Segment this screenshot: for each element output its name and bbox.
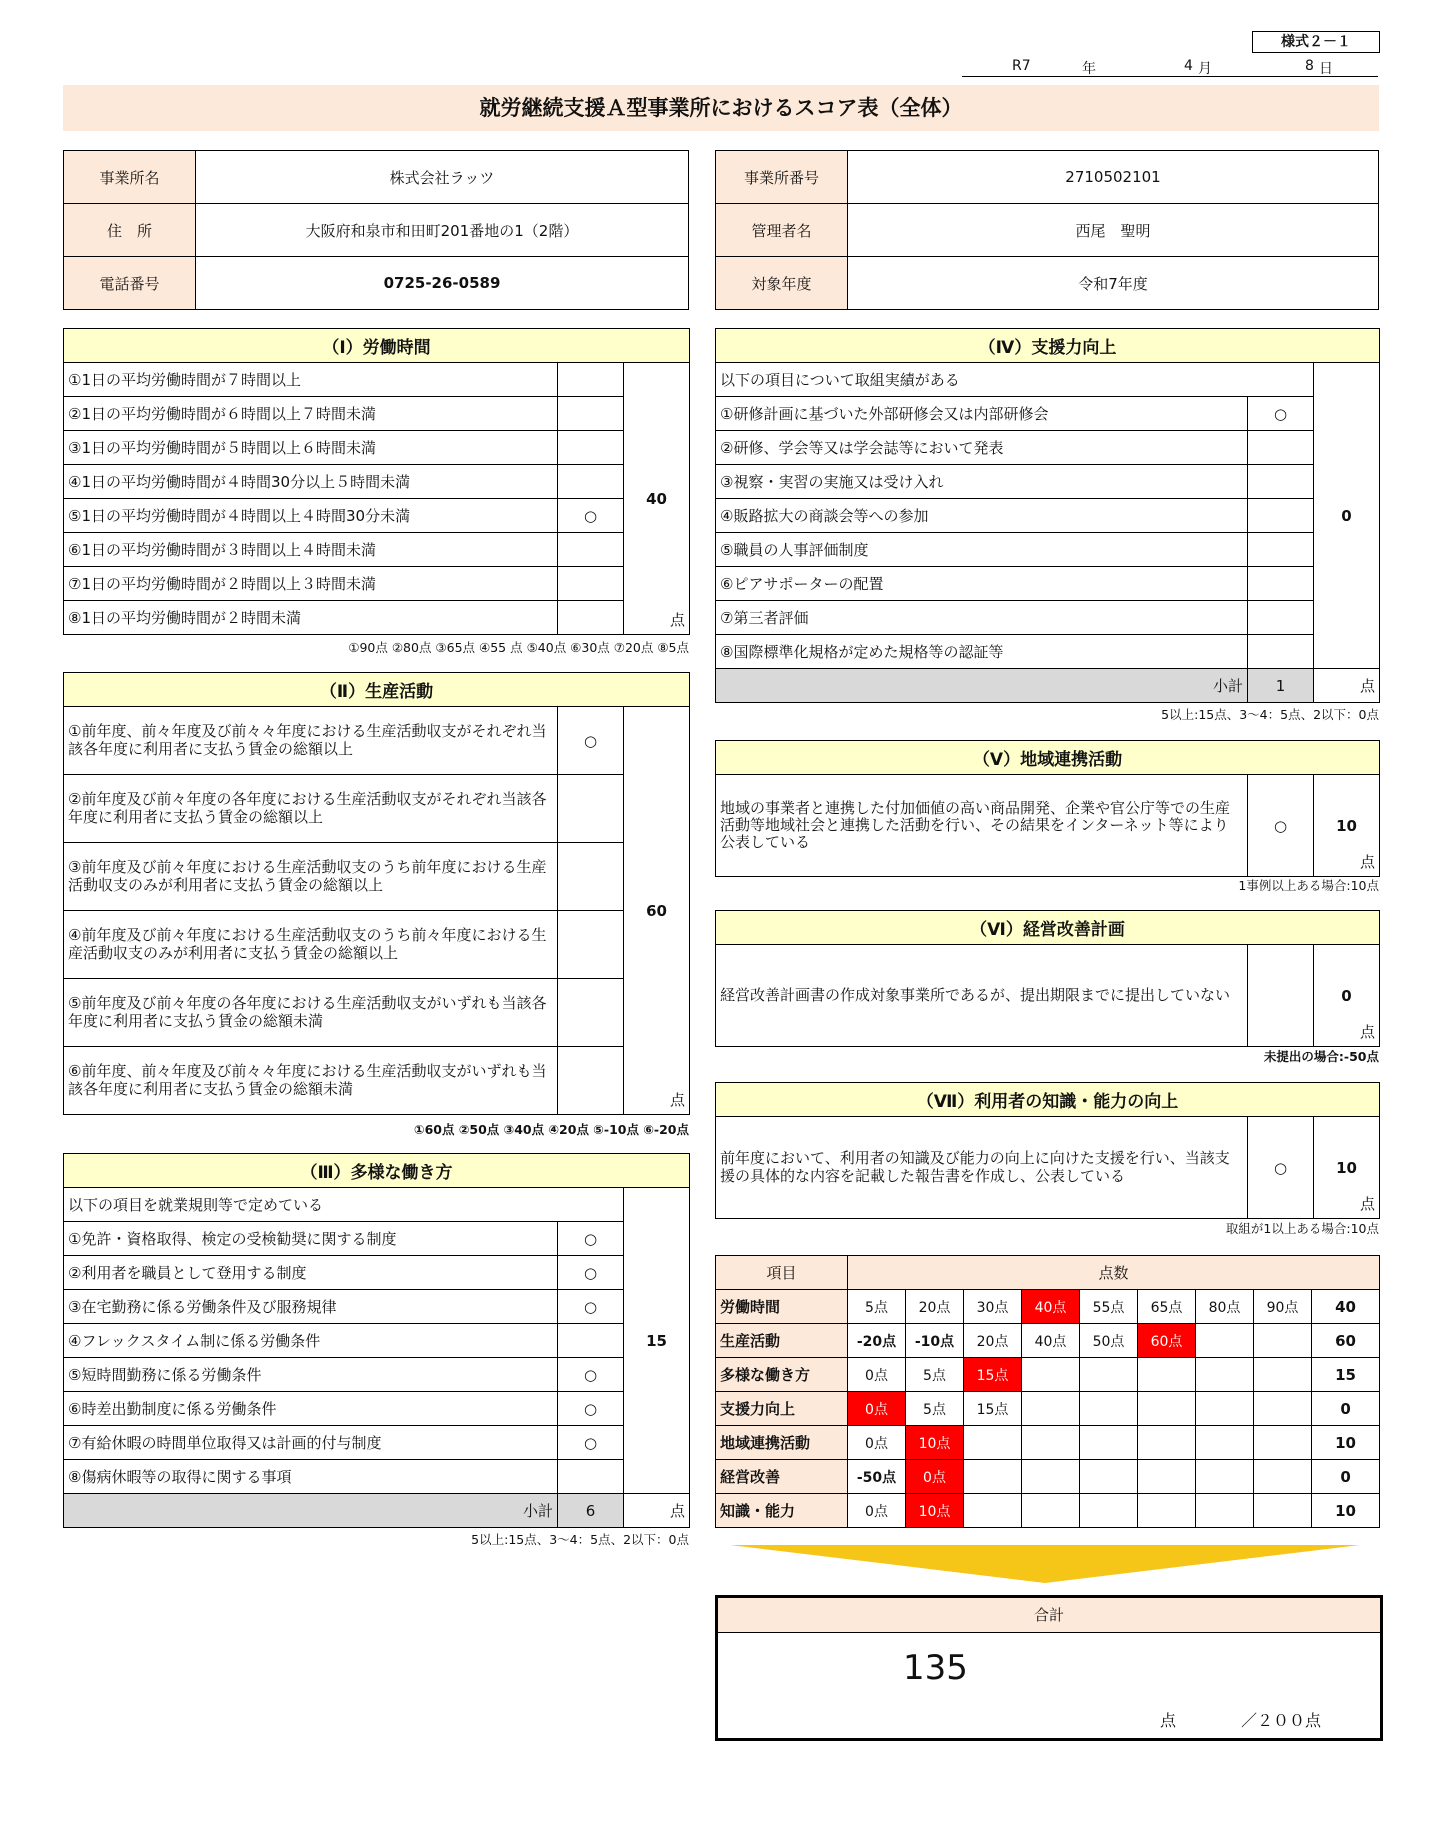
summary-cell xyxy=(1196,1392,1254,1426)
summary-table xyxy=(715,1255,1380,1528)
office-no: 2710502101 xyxy=(848,151,1379,204)
sec3-mark: ○ xyxy=(558,1256,624,1290)
sec7-score: 10 xyxy=(1336,1158,1357,1177)
sec1-score: 40 xyxy=(646,489,667,508)
sec3-mark xyxy=(558,1324,624,1358)
summary-row xyxy=(716,1460,1380,1494)
summary-cell xyxy=(964,1460,1022,1494)
summary-row-total: 0 xyxy=(1312,1392,1380,1426)
summary-cell: 40点 xyxy=(1022,1324,1080,1358)
summary-cell xyxy=(1022,1494,1080,1528)
summary-cell xyxy=(1022,1460,1080,1494)
summary-row xyxy=(716,1324,1380,1358)
summary-cell xyxy=(1080,1392,1138,1426)
form-id: 様式２－１ xyxy=(1252,31,1380,53)
summary-cell: -10点 xyxy=(906,1324,964,1358)
phone-label: 電話番号 xyxy=(64,257,196,310)
sec3-title: （Ⅲ）多様な働き方 xyxy=(64,1154,690,1188)
total-max: ／２００点 xyxy=(1241,1711,1322,1730)
sec4-title: （Ⅳ）支援力向上 xyxy=(716,329,1380,363)
summary-cell xyxy=(1022,1392,1080,1426)
sec7-mark: ○ xyxy=(1248,1117,1314,1219)
sec2-mark xyxy=(558,911,624,979)
sec2-mark xyxy=(558,979,624,1047)
sec1-row: ⑧1日の平均労働時間が２時間未満 xyxy=(64,601,558,635)
office-no-label: 事業所番号 xyxy=(716,151,848,204)
sec2-mark xyxy=(558,843,624,911)
sec7-title: （Ⅶ）利用者の知識・能力の向上 xyxy=(716,1083,1380,1117)
sec7-unit: 点 xyxy=(1359,1195,1375,1213)
sec4-table xyxy=(715,328,1380,703)
sec4-mark: ○ xyxy=(1248,397,1314,431)
sec3-row: ⑧傷病休暇等の取得に関する事項 xyxy=(64,1460,558,1494)
sec2-table xyxy=(63,672,690,1115)
summary-cell xyxy=(1254,1358,1312,1392)
manager: 西尾 聖明 xyxy=(848,204,1379,257)
sec3-mark xyxy=(558,1460,624,1494)
sec3-mark: ○ xyxy=(558,1358,624,1392)
sec1-mark xyxy=(558,533,624,567)
summary-cell xyxy=(1196,1324,1254,1358)
sec3-mark: ○ xyxy=(558,1426,624,1460)
sec4-mark xyxy=(1248,533,1314,567)
sec5-mark: ○ xyxy=(1248,775,1314,877)
summary-cell: 0点 xyxy=(906,1460,964,1494)
date-month-label: 月 xyxy=(1198,61,1212,77)
summary-cell: 65点 xyxy=(1138,1290,1196,1324)
date-month: 4 xyxy=(1184,58,1193,74)
sec4-row: ①研修計画に基づいた外部研修会又は内部研修会 xyxy=(716,397,1248,431)
sec4-row: ④販路拡大の商談会等への参加 xyxy=(716,499,1248,533)
sec1-mark xyxy=(558,397,624,431)
summary-cell: 0点 xyxy=(848,1494,906,1528)
sec5-score: 10 xyxy=(1336,816,1357,835)
sec6-score: 0 xyxy=(1341,986,1352,1005)
summary-cell: 60点 xyxy=(1138,1324,1196,1358)
sec2-row: ①前年度、前々年度及び前々々年度における生産活動収支がそれぞれ当該各年度に利用者に支払う賃金の総額以上 xyxy=(64,707,558,775)
summary-row-label: 経営改善 xyxy=(716,1460,848,1494)
summary-body xyxy=(716,1290,1380,1528)
sec3-row: ④フレックスタイム制に係る労働条件 xyxy=(64,1324,558,1358)
sec3-unit: 点 xyxy=(624,1494,690,1528)
summary-row-total: 10 xyxy=(1312,1494,1380,1528)
sec1-mark: ○ xyxy=(558,499,624,533)
summary-cell: 15点 xyxy=(964,1392,1022,1426)
sec7-note: 取組が1以上ある場合:10点 xyxy=(1225,1221,1379,1236)
sec4-row: ②研修、学会等又は学会誌等において発表 xyxy=(716,431,1248,465)
summary-cell xyxy=(1196,1494,1254,1528)
sec4-mark xyxy=(1248,635,1314,669)
summary-cell xyxy=(1138,1392,1196,1426)
sec4-row: ⑥ピアサポーターの配置 xyxy=(716,567,1248,601)
summary-row xyxy=(716,1290,1380,1324)
sec3-row: ⑤短時間勤務に係る労働条件 xyxy=(64,1358,558,1392)
sec3-row: ③在宅勤務に係る労働条件及び服務規律 xyxy=(64,1290,558,1324)
summary-cell xyxy=(1254,1426,1312,1460)
summary-cell: 0点 xyxy=(848,1426,906,1460)
sec6-note: 未提出の場合:-50点 xyxy=(1263,1049,1379,1064)
date-day: 8 xyxy=(1305,58,1314,74)
sec2-note: ①60点 ②50点 ③40点 ④20点 ⑤-10点 ⑥-20点 xyxy=(413,1122,689,1137)
date-line xyxy=(962,56,1378,77)
sec5-table xyxy=(715,740,1380,877)
info-table-right xyxy=(715,150,1379,310)
address-label: 住 所 xyxy=(64,204,196,257)
summary-cell: 20点 xyxy=(906,1290,964,1324)
summary-cell: 10点 xyxy=(906,1494,964,1528)
summary-cell: 5点 xyxy=(848,1290,906,1324)
summary-cell xyxy=(1196,1358,1254,1392)
sec3-row: ⑥時差出勤制度に係る労働条件 xyxy=(64,1392,558,1426)
sec1-row: ②1日の平均労働時間が６時間以上７時間未満 xyxy=(64,397,558,431)
sec4-row: ⑤職員の人事評価制度 xyxy=(716,533,1248,567)
sec2-score-cell xyxy=(624,707,690,1115)
sec2-row: ⑤前年度及び前々年度の各年度における生産活動収支がいずれも当該各年度に利用者に支払う賃金の総額未満 xyxy=(64,979,558,1047)
sec1-mark xyxy=(558,601,624,635)
sec5-score-cell xyxy=(1314,775,1380,877)
sec4-mark xyxy=(1248,465,1314,499)
sec4-subtotal-label: 小計 xyxy=(716,669,1248,703)
office-name-label: 事業所名 xyxy=(64,151,196,204)
sec6-score-cell xyxy=(1314,945,1380,1047)
sec1-table xyxy=(63,328,690,635)
total-label: 合計 xyxy=(718,1598,1380,1633)
summary-cell xyxy=(964,1426,1022,1460)
sec3-score: 15 xyxy=(624,1188,690,1494)
summary-cell xyxy=(1080,1426,1138,1460)
sec3-row: ①免許・資格取得、検定の受検勧奨に関する制度 xyxy=(64,1222,558,1256)
sec6-mark xyxy=(1248,945,1314,1047)
summary-cell xyxy=(1022,1426,1080,1460)
info-table-left xyxy=(63,150,689,310)
sec7-text: 前年度において、利用者の知識及び能力の向上に向けた支援を行い、当該支援の具体的な内容を記載した報告書を作成し、公表している xyxy=(716,1117,1248,1219)
sec4-subtotal: 1 xyxy=(1248,669,1314,703)
sec2-unit: 点 xyxy=(669,1091,685,1109)
sec5-title: （Ⅴ）地域連携活動 xyxy=(716,741,1380,775)
summary-row-total: 60 xyxy=(1312,1324,1380,1358)
summary-cell: 90点 xyxy=(1254,1290,1312,1324)
down-arrow-icon xyxy=(730,1545,1360,1585)
sec3-table xyxy=(63,1153,690,1528)
sec2-title: （Ⅱ）生産活動 xyxy=(64,673,690,707)
summary-cell xyxy=(1254,1324,1312,1358)
sec7-score-cell xyxy=(1314,1117,1380,1219)
summary-cell xyxy=(1080,1358,1138,1392)
summary-cell xyxy=(1196,1460,1254,1494)
sec6-title: （Ⅵ）経営改善計画 xyxy=(716,911,1380,945)
sec1-mark xyxy=(558,567,624,601)
sec4-mark xyxy=(1248,601,1314,635)
sec4-intro: 以下の項目について取組実績がある xyxy=(716,363,1314,397)
sec4-note: 5以上:15点、3～4：5点、2以下：0点 xyxy=(1161,707,1379,722)
sec1-mark xyxy=(558,431,624,465)
phone: 0725-26-0589 xyxy=(196,257,689,310)
summary-cell: 5点 xyxy=(906,1358,964,1392)
sec1-row: ⑤1日の平均労働時間が４時間以上４時間30分未満 xyxy=(64,499,558,533)
sec2-row: ⑥前年度、前々年度及び前々々年度における生産活動収支がいずれも当該各年度に利用者に支払う賃金の総額未満 xyxy=(64,1047,558,1115)
summary-cell: 30点 xyxy=(964,1290,1022,1324)
address: 大阪府和泉市和田町201番地の1（2階） xyxy=(196,204,689,257)
summary-cell xyxy=(1196,1426,1254,1460)
summary-row-label: 支援力向上 xyxy=(716,1392,848,1426)
sec4-row: ⑦第三者評価 xyxy=(716,601,1248,635)
sec2-row: ④前年度及び前々年度における生産活動収支のうち前々年度における生産活動収支のみが利用者に支払う賃金の総額以上 xyxy=(64,911,558,979)
summary-cell: -50点 xyxy=(848,1460,906,1494)
sec3-note: 5以上:15点、3～4：5点、2以下：0点 xyxy=(471,1532,689,1547)
date-year-label: 年 xyxy=(1082,61,1096,77)
fiscal-label: 対象年度 xyxy=(716,257,848,310)
sec3-mark: ○ xyxy=(558,1290,624,1324)
sec4-mark xyxy=(1248,567,1314,601)
summary-cell xyxy=(1254,1460,1312,1494)
sec1-row: ④1日の平均労働時間が４時間30分以上５時間未満 xyxy=(64,465,558,499)
sec2-mark xyxy=(558,1047,624,1115)
summary-row xyxy=(716,1392,1380,1426)
summary-cell: 15点 xyxy=(964,1358,1022,1392)
summary-row-label: 生産活動 xyxy=(716,1324,848,1358)
summary-cell: 5点 xyxy=(906,1392,964,1426)
summary-row-label: 労働時間 xyxy=(716,1290,848,1324)
sec1-mark xyxy=(558,465,624,499)
summary-col-item: 項目 xyxy=(716,1256,848,1290)
sec4-mark xyxy=(1248,431,1314,465)
sec1-row: ⑥1日の平均労働時間が３時間以上４時間未満 xyxy=(64,533,558,567)
sec1-score-cell xyxy=(624,363,690,635)
summary-cell xyxy=(1080,1460,1138,1494)
summary-row-label: 地域連携活動 xyxy=(716,1426,848,1460)
total-value: 135 xyxy=(903,1648,968,1688)
summary-row-total: 15 xyxy=(1312,1358,1380,1392)
date-era-year: R7 xyxy=(1012,58,1031,74)
sec4-score: 0 xyxy=(1314,363,1380,669)
sec4-row: ③視察・実習の実施又は受け入れ xyxy=(716,465,1248,499)
sec1-note: ①90点 ②80点 ③65点 ④55 点 ⑤40点 ⑥30点 ⑦20点 ⑧5点 xyxy=(348,640,689,655)
sec6-unit: 点 xyxy=(1359,1023,1375,1041)
summary-cell xyxy=(1138,1358,1196,1392)
summary-cell: 10点 xyxy=(906,1426,964,1460)
sec3-mark: ○ xyxy=(558,1392,624,1426)
sec1-row: ③1日の平均労働時間が５時間以上６時間未満 xyxy=(64,431,558,465)
summary-row-label: 多様な働き方 xyxy=(716,1358,848,1392)
sec1-row: ⑦1日の平均労働時間が２時間以上３時間未満 xyxy=(64,567,558,601)
summary-cell: 80点 xyxy=(1196,1290,1254,1324)
sec2-row: ③前年度及び前々年度における生産活動収支のうち前年度における生産活動収支のみが利用者に支払う賃金の総額以上 xyxy=(64,843,558,911)
sec4-mark xyxy=(1248,499,1314,533)
total-box xyxy=(715,1595,1383,1741)
sec6-table xyxy=(715,910,1380,1047)
sec3-row: ⑦有給休暇の時間単位取得又は計画的付与制度 xyxy=(64,1426,558,1460)
summary-cell xyxy=(964,1494,1022,1528)
sec3-row: ②利用者を職員として登用する制度 xyxy=(64,1256,558,1290)
summary-col-points: 点数 xyxy=(848,1256,1380,1290)
sec4-row: ⑧国際標準化規格が定めた規格等の認証等 xyxy=(716,635,1248,669)
summary-cell xyxy=(1080,1494,1138,1528)
summary-cell xyxy=(1254,1494,1312,1528)
summary-cell xyxy=(1254,1392,1312,1426)
summary-row-label: 知識・能力 xyxy=(716,1494,848,1528)
sec2-mark xyxy=(558,775,624,843)
sec1-row: ①1日の平均労働時間が７時間以上 xyxy=(64,363,558,397)
sec5-note: 1事例以上ある場合:10点 xyxy=(1238,878,1379,893)
summary-row xyxy=(716,1358,1380,1392)
sec2-score: 60 xyxy=(646,901,667,920)
summary-cell xyxy=(1138,1494,1196,1528)
sec1-unit: 点 xyxy=(669,611,685,629)
total-unit: 点 xyxy=(1160,1711,1177,1730)
summary-cell xyxy=(1138,1426,1196,1460)
sec3-mark: ○ xyxy=(558,1222,624,1256)
sec6-text: 経営改善計画書の作成対象事業所であるが、提出期限までに提出していない xyxy=(716,945,1248,1047)
summary-cell: 55点 xyxy=(1080,1290,1138,1324)
summary-cell: 40点 xyxy=(1022,1290,1080,1324)
sec5-text: 地域の事業者と連携した付加価値の高い商品開発、企業や官公庁等での生産活動等地域社会と連携した活動を行い、その結果をインターネット等により公表している xyxy=(716,775,1248,877)
sec1-title: （Ⅰ）労働時間 xyxy=(64,329,690,363)
sec1-mark xyxy=(558,363,624,397)
summary-row xyxy=(716,1494,1380,1528)
page-title: 就労継続支援Ａ型事業所におけるスコア表（全体） xyxy=(63,85,1379,131)
sec2-row: ②前年度及び前々年度の各年度における生産活動収支がそれぞれ当該各年度に利用者に支払う賃金の総額以上 xyxy=(64,775,558,843)
sec3-subtotal: 6 xyxy=(558,1494,624,1528)
sec4-unit: 点 xyxy=(1314,669,1380,703)
summary-cell: 0点 xyxy=(848,1358,906,1392)
summary-row xyxy=(716,1426,1380,1460)
manager-label: 管理者名 xyxy=(716,204,848,257)
summary-row-total: 0 xyxy=(1312,1460,1380,1494)
summary-row-total: 40 xyxy=(1312,1290,1380,1324)
sec3-intro: 以下の項目を就業規則等で定めている xyxy=(64,1188,624,1222)
summary-cell: -20点 xyxy=(848,1324,906,1358)
summary-cell xyxy=(1022,1358,1080,1392)
summary-cell xyxy=(1138,1460,1196,1494)
date-day-label: 日 xyxy=(1319,61,1333,77)
sec3-subtotal-label: 小計 xyxy=(64,1494,558,1528)
summary-cell: 0点 xyxy=(848,1392,906,1426)
fiscal: 令和7年度 xyxy=(848,257,1379,310)
sec5-unit: 点 xyxy=(1360,853,1376,871)
summary-cell: 20点 xyxy=(964,1324,1022,1358)
sec2-mark: ○ xyxy=(558,707,624,775)
office-name: 株式会社ラッツ xyxy=(196,151,689,204)
summary-cell: 50点 xyxy=(1080,1324,1138,1358)
sec7-table xyxy=(715,1082,1380,1219)
summary-row-total: 10 xyxy=(1312,1426,1380,1460)
